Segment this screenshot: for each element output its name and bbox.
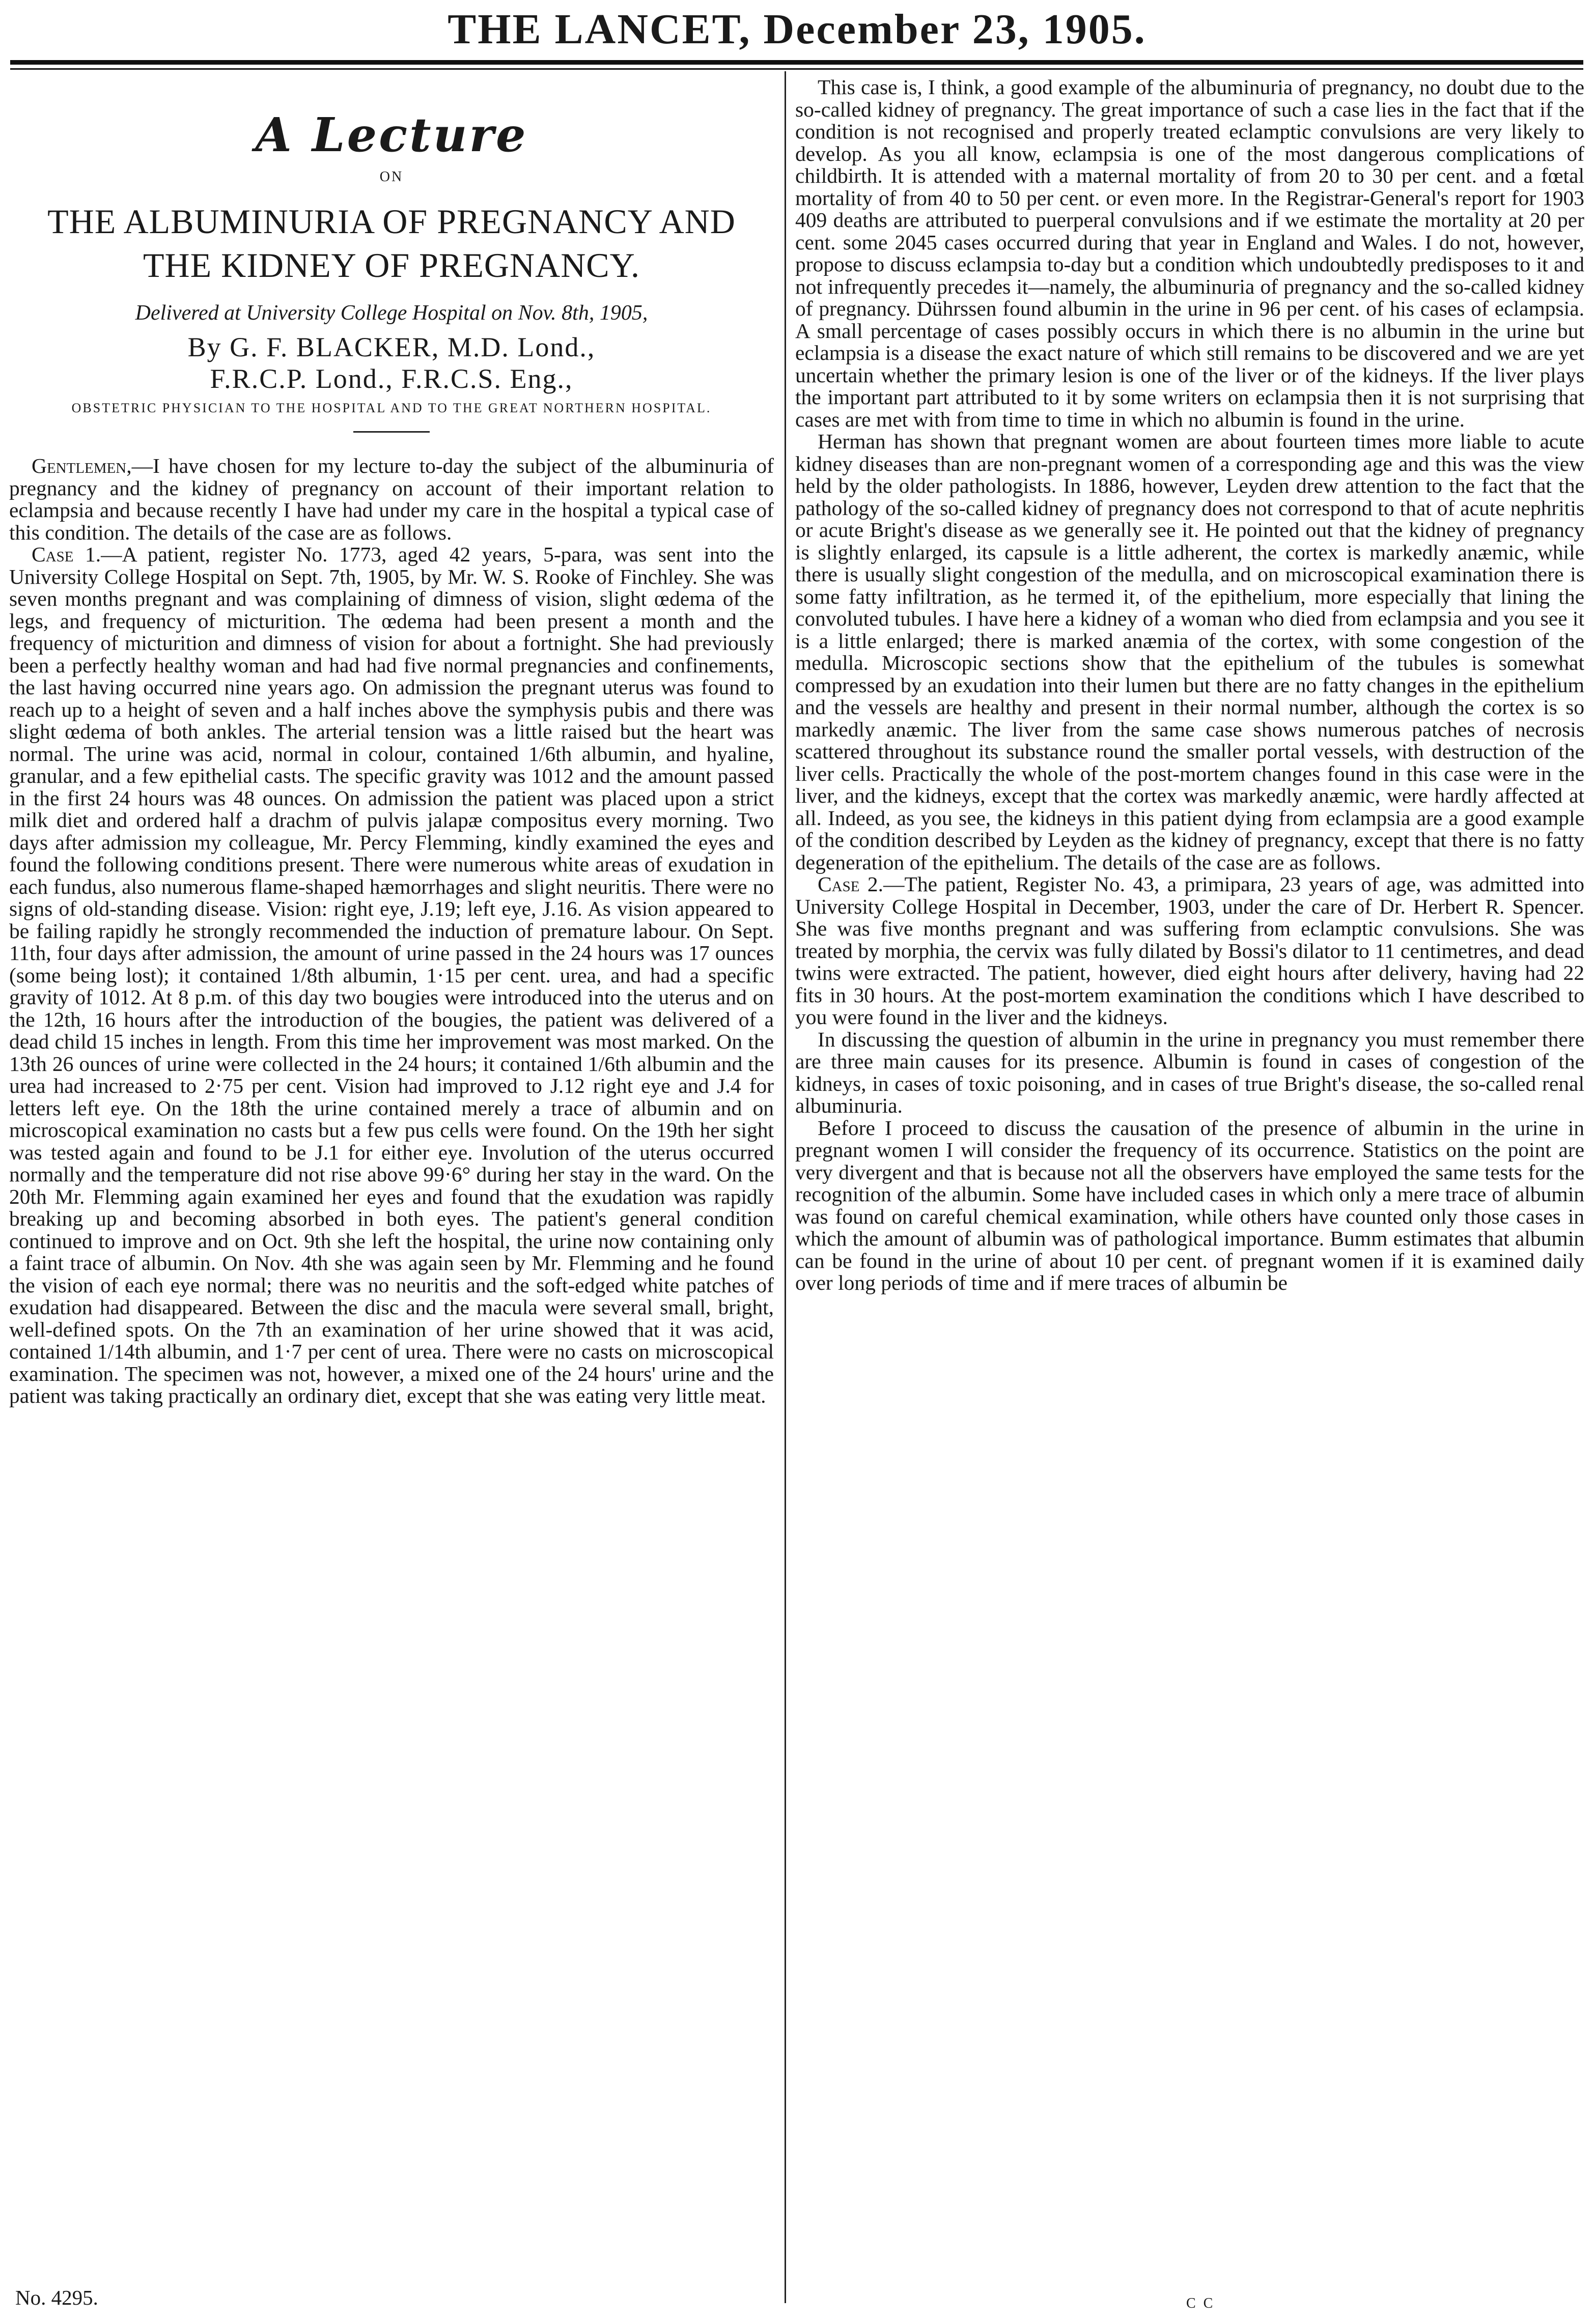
case-heading: Case 2. bbox=[818, 872, 884, 896]
paragraph-lead: Gentlemen, bbox=[32, 454, 132, 477]
paragraph: Herman has shown that pregnant women are about fourteen times more liable to acute kidney diseases than are non-pregnant women of a corresponding age and this was the view held by the older pathologists. In 1886, however, Leyden drew attention to the fact that the pathology of the so-called kidney of pregnancy does not correspond to that of acute nephritis or acute Bright's disease as we generally see it. He pointed out that the kidney of pregnancy is slightly enlarged, its capsule is a little adherent, the cortex is markedly anæmic, while there is usually slight congestion of the medulla, and on microscopical examination there is some fatty infiltration, as he termed it, of the epithelium, more especially that lining the convoluted tubules. I have here a kidney of a woman who died from eclampsia and you see it is a little enlarged; there is marked anæmia of the cortex, with some congestion of the medulla. Microscopic sections show that the epithelium of the tubules is somewhat compressed by an exudation into their lumen but there are no fatty changes in the epithelium and the vessels are healthy and present in their normal number, although the cortex is so markedly anæmic. The liver from the same case shows numerous patches of necrosis scattered throughout its substance round the smaller portal vessels, with destruction of the liver cells. Practically the whole of the post-mortem changes found in this case were in the liver, and the kidneys, except that the cortex was markedly anæmic, were hardly affected at all. Indeed, as you see, the kidneys in this patient dying from eclampsia are a good example of the condition described by Leyden as the kidney of pregnancy, except that there is no fatty degeneration of the epithelium. The details of the case are as follows. bbox=[795, 430, 1584, 874]
issue-number: No. 4295. bbox=[15, 2286, 98, 2309]
paragraph: In discussing the question of albumin in the urine in pregnancy you must remember there are three main causes for its presence. Albumin is found in cases of congestion of the kidneys, in cases of toxic poisoning, and in cases of true Bright's disease, the so-called renal albuminuria. bbox=[795, 1027, 1584, 1117]
delivered-line: Delivered at University College Hospital on Nov. 8th, 1905, bbox=[135, 301, 648, 325]
case-heading: Case 1. bbox=[32, 543, 101, 566]
author-line-2: F.R.C.P. Lond., F.R.C.S. Eng., bbox=[210, 363, 573, 394]
column-divider bbox=[785, 71, 786, 2303]
lecture-heading: A Lecture bbox=[255, 107, 528, 162]
paragraph-text: —I have chosen for my lecture to-day the subject of the albuminuria of pregnancy and the kidney of pregnancy on account of their important relation to eclampsia and because recently I have had under my care in the hospital a typical case of this condition. The details of the case are as follows. bbox=[9, 454, 774, 544]
paragraph: This case is, I think, a good example of the albuminuria of pregnancy, no doubt due to the so-called kidney of pregnancy. The great importance of such a case lies in the fact that if the condition is not recognised and properly treated eclamptic convulsions are very likely to develop. As you all know, eclampsia is one of the most dangerous complications of childbirth. It is attended with a maternal mortality of from 20 to 30 per cent. and a fœtal mortality of from 40 to 50 per cent. or even more. In the Registrar-General's report for 1903 409 deaths are attributed to puerperal convulsions and if we estimate the mortality at 20 per cent. some 2045 cases occurred during that year in England and Wales. I do not, however, propose to discuss eclampsia to-day but a condition which undoubtedly predisposes to it and not infrequently precedes it—namely, the albuminuria of pregnancy and the so-called kidney of pregnancy. Dührssen found albumin in the urine in 96 per cent. of his cases of eclampsia. A small percentage of cases possibly occurs in which there is no albumin in the urine but eclampsia is a disease the exact nature of which still remains to be discovered and we are yet uncertain whether the primary lesion is one of the liver or of the kidneys. If the liver plays the important part attributed to it by some writers on eclampsia then it is not surprising that cases are met with from time to time in which no albumin is found in the urine. bbox=[795, 76, 1584, 431]
masthead-rule-thick bbox=[10, 60, 1583, 65]
article-title: THE ALBUMINURIA OF PREGNANCY AND THE KIDNEY OF PREGNANCY. bbox=[47, 202, 736, 285]
paragraph-text: —A patient, register No. 1773, aged 42 years, 5-para, was sent into the University College Hospital on Sept. 7th, 1905, by Mr. W. S. Rooke of Finchley. She was seven months pregnant and was complaining of dimness of vision, slight œdema of the legs, and frequency of micturition. The œdema had been present a month and the frequency of micturition and dimness of vision for about a fortnight. She had previously been a perfectly healthy woman and had had five normal pregnancies and confinements, the last having occurred nine years ago. On admission the pregnant uterus was found to reach up to a height of seven and a half inches above the symphysis pubis and there was slight œdema of both ankles. The arterial tension was a little raised but the heart was normal. The urine was acid, normal in colour, contained 1/6th albumin, and hyaline, granular, and a few epithelial casts. The specific gravity was 1012 and the amount passed in the first 24 hours was 48 ounces. On admission the patient was placed upon a strict milk diet and ordered half a drachm of pulvis jalapæ compositus every morning. Two days after admission my colleague, Mr. Percy Flemming, kindly examined the eyes and found the following conditions present. There were numerous white areas of exudation in each fundus, also numerous flame-shaped hæmorrhages and slight neuritis. There were no signs of old-standing disease. Vision: right eye, J.19; left eye, J.16. As vision appeared to be failing rapidly he strongly recommended the induction of premature labour. On Sept. 11th, four days after admission, the amount of urine passed in the 24 hours was 17 ounces (some being lost); it contained 1/8th albumin, 1·15 per cent. urea, and had a specific gravity of 1012. At 8 p.m. of this day two bougies were introduced into the uterus and on the 12th, 16 hours after the introduction of the bougies, the patient was delivered of a dead child 15 inches in length. From this time her improvement was most marked. On the 13th 26 ounces of urine were collected in the 24 hours; it contained 1/6th albumin and the urea had increased to 2·75 per cent. Vision had improved to J.12 right eye and J.4 for letters left eye. On the 18th the urine contained merely a trace of albumin and on microscopical examination no casts but a few pus cells were found. On the 19th her sight was tested again and found to be J.1 for either eye. Involution of the uterus occurred normally and the temperature did not rise above 99·6° during her stay in the ward. On the 20th Mr. Flemming again examined her eyes and found that the exudation was rapidly breaking up and becoming absorbed in both eyes. The patient's general condition continued to improve and on Oct. 9th she left the hospital, the urine now containing only a faint trace of albumin. On Nov. 4th she was again seen by Mr. Flemming and he found the vision of each eye normal; there was no neuritis and the soft-edged white patches of exudation had disappeared. Between the disc and the macula were several small, bright, well-defined spots. On the 7th an examination of her urine showed that it was acid, contained 1/14th albumin, and 1·7 per cent of urea. There were no casts on microscopical examination. The specimen was not, however, a mixed one of the 24 hours' urine and the patient was taking practically an ordinary diet, except that she was eating very little meat. bbox=[9, 543, 774, 1407]
masthead: THE LANCET, December 23, 1905. bbox=[448, 6, 1146, 53]
title-divider bbox=[353, 431, 430, 433]
on-word: ON bbox=[379, 169, 404, 185]
paragraph: Before I proceed to discuss the causation of the presence of albumin in the urine in pregnant women I will consider the frequency of its occurrence. Statistics on the point are very divergent and that is because not all the observers have employed the same tests for the recognition of the albumin. Some have included cases in which only a mere trace of albumin was found on careful chemical examination, while others have counted only those cases in which the amount of albumin was of pathological importance. Bumm estimates that albumin can be found in the urine of about 10 per cent. of pregnant women if it is examined daily over long periods of time and if mere traces of albumin be bbox=[795, 1116, 1584, 1294]
author-line-1: By G. F. BLACKER, M.D. Lond., bbox=[187, 332, 596, 362]
signature-mark: C C bbox=[1186, 2295, 1215, 2311]
paragraph bbox=[795, 873, 1584, 1029]
left-column bbox=[9, 76, 774, 2280]
paragraph bbox=[9, 455, 774, 544]
paragraph-text: —The patient, Register No. 43, a primipara, 23 years of age, was admitted into University College Hospital in December, 1903, under the care of Dr. Herbert R. Spencer. She was five months pregnant and was suffering from eclamptic convulsions. She was treated by morphia, the cervix was fully dilated by Bossi's dilator to 11 centimetres, and dead twins were extracted. The patient, however, died eight hours after delivery, having had 22 fits in 30 hours. At the post-mortem examination the conditions which I have described to you were found in the liver and the kidneys. bbox=[795, 872, 1584, 1029]
paragraph bbox=[9, 544, 774, 1407]
right-column bbox=[795, 76, 1584, 2301]
author-affiliation: OBSTETRIC PHYSICIAN TO THE HOSPITAL AND TO THE GREAT NORTHERN HOSPITAL. bbox=[71, 401, 712, 415]
masthead-rule-thin bbox=[10, 68, 1583, 70]
